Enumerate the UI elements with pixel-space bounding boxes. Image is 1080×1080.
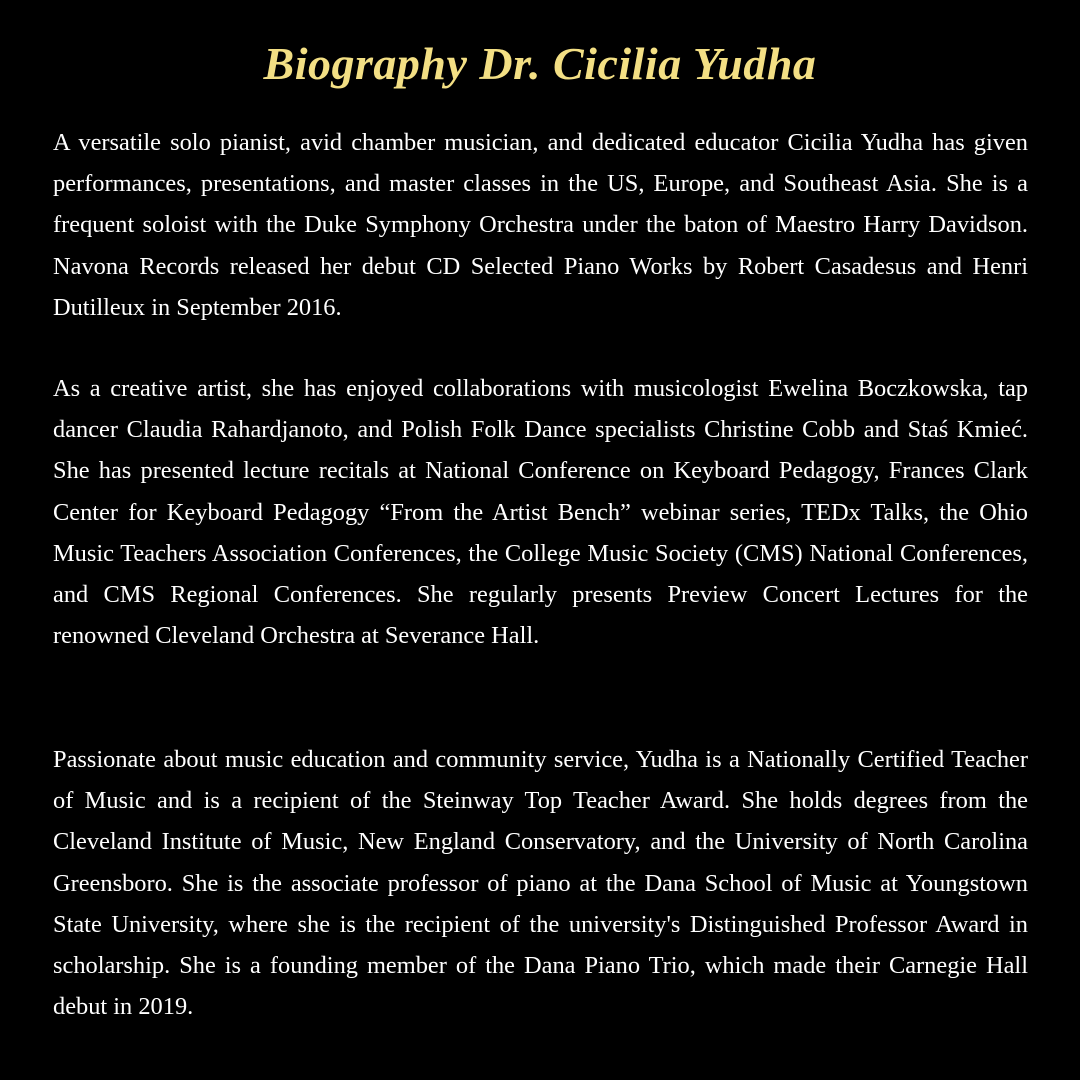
bio-paragraph-intro: A versatile solo pianist, avid chamber musician, and dedicated educator Cicilia Yudha has given performances, presentations, and master classes in the US, Europe, and Southeast Asia. She is a frequent soloist with the Duke Symphony Orchestra under the baton of Maestro Harry Davidson. Navona Records released her debut CD Selected Piano Works by Robert Casadesus and Henri Dutilleux in September 2016. [53, 129, 1028, 321]
bio-paragraph-education: Passionate about music education and community service, Yudha is a Nationally Certified Teacher of Music and is a recipient of the Steinway Top Teacher Award. She holds degrees from the Cleveland Institute of Music, New England Conservatory, and the University of North Carolina Greensboro. She is the associate professor of piano at the Dana School of Music at Youngstown State University, where she is the recipient of the university's Distinguished Professor Award in scholarship. She is a founding member of the Dana Piano Trio, which made their Carnegie Hall debut in 2019. [53, 746, 1028, 1021]
page-title: Biography Dr. Cicilia Yudha [263, 38, 817, 89]
bio-paragraph-collaborations: As a creative artist, she has enjoyed collaborations with musicologist Ewelina Boczkowska, tap dancer Claudia Rahardjanoto, and Polish Folk Dance specialists Christine Cobb and Staś Kmieć. She has presented lecture recitals at National Conference on Keyboard Pedagogy, Frances Clark Center for Keyboard Pedagogy “From the Artist Bench” webinar series, TEDx Talks, the Ohio Music Teachers Association Conferences, the College Music Society (CMS) National Conferences, and CMS Regional Conferences. She regularly presents Preview Concert Lectures for the renowned Cleveland Orchestra at Severance Hall. [53, 375, 1028, 650]
